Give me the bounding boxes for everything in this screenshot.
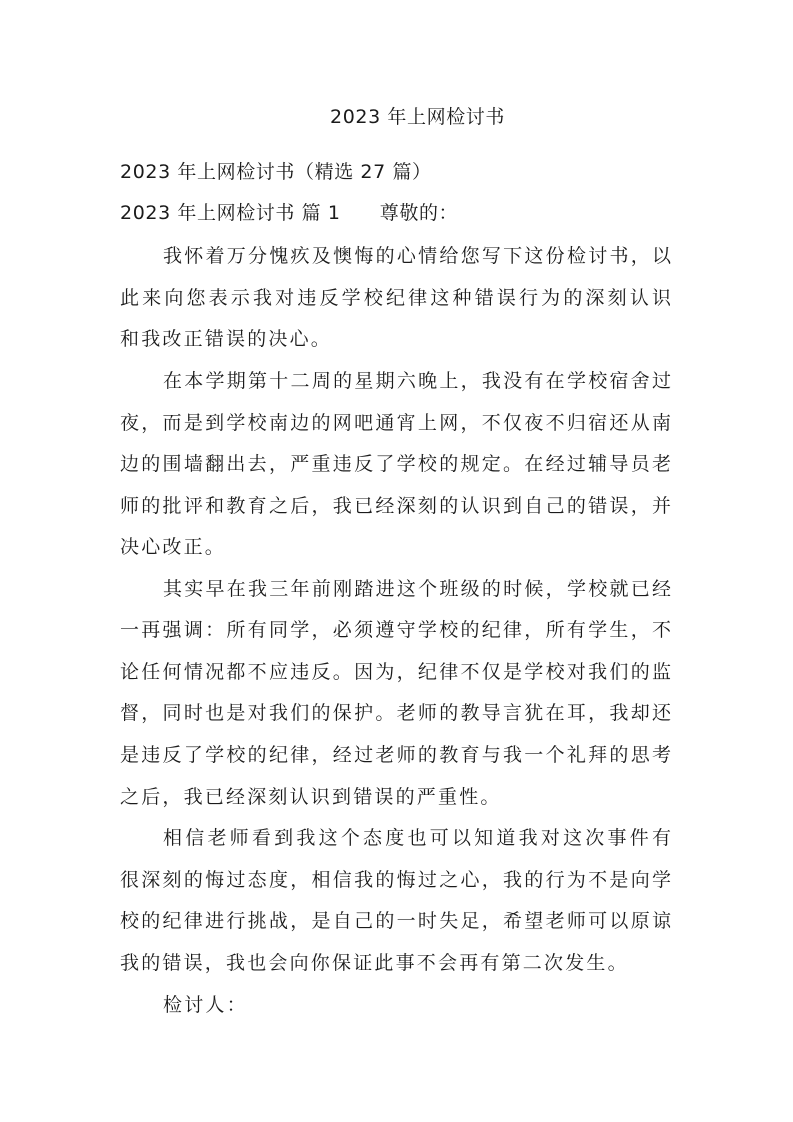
paragraph-line: 边的围墙翻出去，严重违反了学校的规定。在经过辅导员老 xyxy=(120,453,672,475)
paragraph-line: 夜，而是到学校南边的网吧通宵上网，不仅夜不归宿还从南 xyxy=(120,412,672,434)
paragraph-line: 和我改正错误的决心。 xyxy=(120,328,333,350)
paragraph-line: 之后，我已经深刻认识到错误的严重性。 xyxy=(120,786,502,808)
section-heading: 2023 年上网检讨书 篇 1 尊敬的： xyxy=(120,202,459,224)
paragraph-line: 我的错误，我也会向你保证此事不会再有第二次发生。 xyxy=(120,952,629,974)
paragraph-line: 其实早在我三年前刚踏进这个班级的时候，学校就已经 xyxy=(163,578,672,600)
paragraph-line: 很深刻的悔过态度，相信我的悔过之心，我的行为不是向学 xyxy=(120,869,672,891)
paragraph-line: 是违反了学校的纪律，经过老师的教育与我一个礼拜的思考 xyxy=(120,744,672,766)
paragraph-line: 一再强调：所有同学，必须遵守学校的纪律，所有学生，不 xyxy=(120,619,672,641)
paragraph-line: 校的纪律进行挑战，是自己的一时失足，希望老师可以原谅 xyxy=(120,910,672,932)
paragraph-line: 我怀着万分愧疚及懊悔的心情给您写下这份检讨书，以 xyxy=(163,245,672,267)
document-subtitle: 2023 年上网检讨书（精选 27 篇） xyxy=(120,161,432,183)
paragraph-line: 论任何情况都不应违反。因为，纪律不仅是学校对我们的监 xyxy=(120,661,672,683)
signature-label: 检讨人： xyxy=(163,994,248,1016)
paragraph-line: 师的批评和教育之后，我已经深刻的认识到自己的错误，并 xyxy=(120,495,672,517)
paragraph-line: 此来向您表示我对违反学校纪律这种错误行为的深刻认识 xyxy=(120,287,672,309)
paragraph-line: 在本学期第十二周的星期六晚上，我没有在学校宿舍过 xyxy=(163,370,672,392)
paragraph-line: 相信老师看到我这个态度也可以知道我对这次事件有 xyxy=(163,827,672,849)
paragraph-line: 决心改正。 xyxy=(120,536,227,558)
document-title: 2023 年上网检讨书 xyxy=(330,106,505,128)
paragraph-line: 督，同时也是对我们的保护。老师的教导言犹在耳，我却还 xyxy=(120,702,672,724)
